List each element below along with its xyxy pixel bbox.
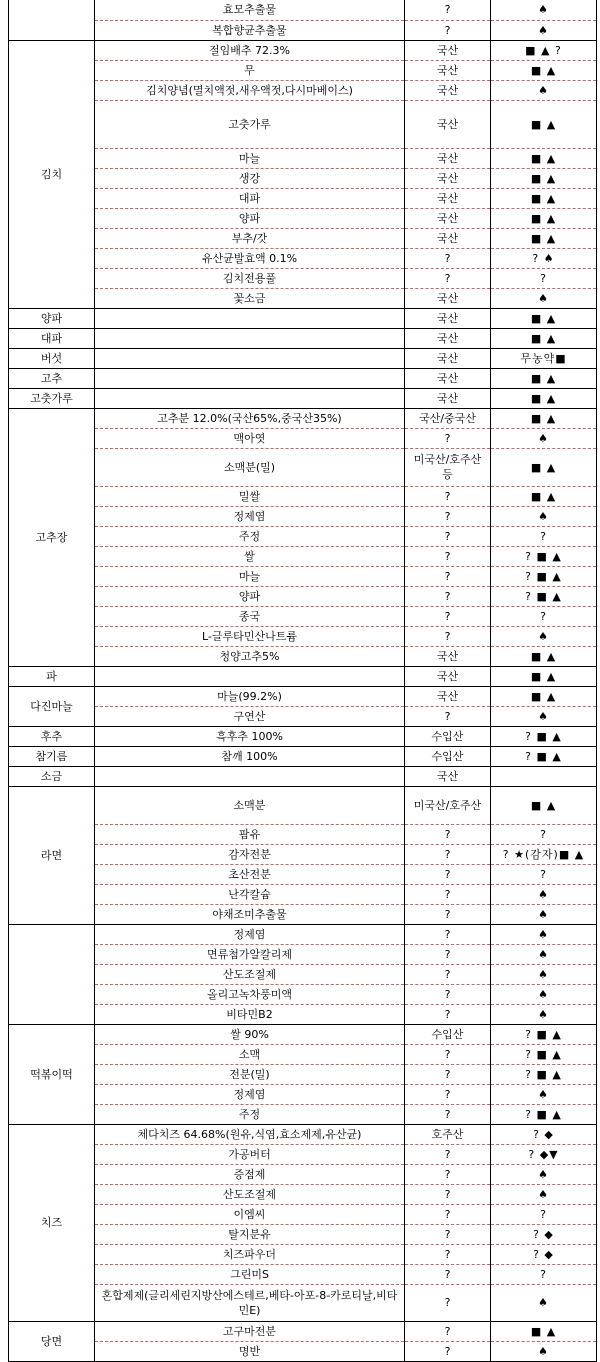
ingredient-cell: 종국 <box>95 606 405 626</box>
origin-cell: 수입산 <box>405 1024 491 1044</box>
table-row <box>9 268 597 288</box>
table-row <box>9 706 597 726</box>
origin-cell: 국산 <box>405 766 491 786</box>
ingredient-cell: 양파 <box>95 586 405 606</box>
table-row <box>9 448 597 486</box>
origin-cell: 수입산 <box>405 726 491 746</box>
ingredient-cell: 생강 <box>95 168 405 188</box>
table-row <box>9 1124 597 1144</box>
origin-cell: ? <box>405 1321 491 1341</box>
table-row <box>9 1244 597 1264</box>
table-row <box>9 80 597 100</box>
mark-cell: ? ■ ▲ <box>491 546 597 566</box>
mark-cell: ♠ <box>491 944 597 964</box>
origin-cell: ? <box>405 268 491 288</box>
ingredient-cell: 청양고추5% <box>95 646 405 666</box>
ingredient-cell: 가공버터 <box>95 1144 405 1164</box>
origin-cell: ? <box>405 1144 491 1164</box>
origin-cell: ? <box>405 1104 491 1124</box>
mark-cell: ? ■ ▲ <box>491 1024 597 1044</box>
table-row <box>9 686 597 706</box>
category-cell: 고추장 <box>9 408 95 666</box>
ingredient-cell: 고춧가루 <box>95 100 405 148</box>
table-body <box>9 0 597 1361</box>
origin-cell: 수입산 <box>405 746 491 766</box>
mark-cell: 무농약■ <box>491 348 597 368</box>
mark-cell: ♠ <box>491 1284 597 1321</box>
mark-cell: ? ■ ▲ <box>491 566 597 586</box>
table-row <box>9 1184 597 1204</box>
mark-cell: ■ ▲ <box>491 388 597 408</box>
origin-cell: ? <box>405 626 491 646</box>
table-row <box>9 368 597 388</box>
mark-cell: ? ♠ <box>491 248 597 268</box>
mark-cell: ♠ <box>491 1341 597 1361</box>
mark-cell <box>491 766 597 786</box>
mark-cell: ■ ▲ <box>491 148 597 168</box>
origin-cell: ? <box>405 428 491 448</box>
ingredient-cell: 대파 <box>95 188 405 208</box>
table-row <box>9 228 597 248</box>
category-cell: 후추 <box>9 726 95 746</box>
ingredient-cell: 산도조절제 <box>95 1184 405 1204</box>
ingredient-cell: 양파 <box>95 208 405 228</box>
ingredient-cell: 쌀 <box>95 546 405 566</box>
table-row <box>9 746 597 766</box>
mark-cell: ♠ <box>491 964 597 984</box>
mark-cell: ? ★(감자)■ ▲ <box>491 844 597 864</box>
category-cell: 치즈 <box>9 1124 95 1321</box>
mark-cell: ? ◆▼ <box>491 1144 597 1164</box>
table-row <box>9 626 597 646</box>
ingredient-cell: 혼합제제(글리세린지방산에스테르,베타-아포-8-카로티날,비타민E) <box>95 1284 405 1321</box>
mark-cell: ♠ <box>491 1004 597 1024</box>
mark-cell: ■ ▲ <box>491 308 597 328</box>
mark-cell: ? ◆ <box>491 1224 597 1244</box>
mark-cell: ■ ▲ <box>491 1321 597 1341</box>
table-row <box>9 1321 597 1341</box>
ingredient-cell: 주정 <box>95 1104 405 1124</box>
origin-cell: 국산 <box>405 188 491 208</box>
table-row <box>9 288 597 308</box>
table-row <box>9 148 597 168</box>
mark-cell: ♠ <box>491 80 597 100</box>
mark-cell: ♠ <box>491 884 597 904</box>
mark-cell: ♠ <box>491 288 597 308</box>
table-row <box>9 984 597 1004</box>
ingredient-cell: 맥아엿 <box>95 428 405 448</box>
mark-cell: ♠ <box>491 1184 597 1204</box>
mark-cell: ? ■ ▲ <box>491 1044 597 1064</box>
table-row <box>9 208 597 228</box>
mark-cell: ■ ▲ <box>491 686 597 706</box>
mark-cell: ? ■ ▲ <box>491 1064 597 1084</box>
ingredient-cell: 감자전분 <box>95 844 405 864</box>
origin-cell: 국산 <box>405 368 491 388</box>
ingredient-cell: 참깨 100% <box>95 746 405 766</box>
origin-cell: ? <box>405 1164 491 1184</box>
ingredient-cell: 산도조절제 <box>95 964 405 984</box>
origin-cell: ? <box>405 1044 491 1064</box>
origin-cell: 국산 <box>405 288 491 308</box>
table-row <box>9 1044 597 1064</box>
origin-cell: ? <box>405 884 491 904</box>
table-row <box>9 1284 597 1321</box>
origin-cell: ? <box>405 0 491 20</box>
table-row <box>9 1264 597 1284</box>
origin-cell: 국산 <box>405 228 491 248</box>
origin-cell: ? <box>405 506 491 526</box>
mark-cell: ? ■ ▲ <box>491 726 597 746</box>
mark-cell: ■ ▲ <box>491 666 597 686</box>
origin-cell: ? <box>405 706 491 726</box>
table-row <box>9 666 597 686</box>
ingredient-cell: 부추/갓 <box>95 228 405 248</box>
table-row <box>9 188 597 208</box>
mark-cell: ? <box>491 606 597 626</box>
table-row <box>9 964 597 984</box>
origin-cell: ? <box>405 1244 491 1264</box>
table-row <box>9 1084 597 1104</box>
ingredient-cell: 비타민B2 <box>95 1004 405 1024</box>
table-row <box>9 20 597 40</box>
origin-cell: ? <box>405 944 491 964</box>
table-row <box>9 646 597 666</box>
table-row <box>9 1341 597 1361</box>
table-row <box>9 1204 597 1224</box>
origin-cell: 국산 <box>405 328 491 348</box>
table-row <box>9 864 597 884</box>
table-row <box>9 1104 597 1124</box>
table-row <box>9 348 597 368</box>
origin-cell: ? <box>405 1004 491 1024</box>
origin-cell: ? <box>405 566 491 586</box>
ingredient-cell: 김치양념(멸치액젓,새우액젓,다시마베이스) <box>95 80 405 100</box>
category-cell: 당면 <box>9 1321 95 1361</box>
ingredient-cell: 마늘(99.2%) <box>95 686 405 706</box>
origin-cell: 국산 <box>405 168 491 188</box>
mark-cell: ■ ▲ <box>491 328 597 348</box>
ingredient-cell: 체다치즈 64.68%(원유,식염,효소제제,유산균) <box>95 1124 405 1144</box>
origin-cell: ? <box>405 1204 491 1224</box>
origin-cell: 미국산/호주산 <box>405 786 491 824</box>
origin-cell: ? <box>405 964 491 984</box>
ingredient-cell: 탈지분유 <box>95 1224 405 1244</box>
ingredient-cell: 정제염 <box>95 1084 405 1104</box>
origin-cell: ? <box>405 844 491 864</box>
category-cell <box>9 0 95 40</box>
category-cell: 대파 <box>9 328 95 348</box>
mark-cell: ■ ▲ <box>491 228 597 248</box>
table-row <box>9 844 597 864</box>
origin-cell: ? <box>405 1284 491 1321</box>
mark-cell: ■ ▲ <box>491 786 597 824</box>
origin-cell: 국산 <box>405 646 491 666</box>
ingredient-cell: 쌀 90% <box>95 1024 405 1044</box>
origin-cell: ? <box>405 1341 491 1361</box>
table-row <box>9 1064 597 1084</box>
table-row <box>9 1224 597 1244</box>
mark-cell: ? <box>491 824 597 844</box>
ingredient-cell <box>95 388 405 408</box>
table-row <box>9 904 597 924</box>
table-row <box>9 586 597 606</box>
mark-cell: ■ ▲ <box>491 208 597 228</box>
table-row <box>9 506 597 526</box>
mark-cell: ■ ▲ <box>491 188 597 208</box>
ingredient-cell: 효모추출물 <box>95 0 405 20</box>
table-row <box>9 1024 597 1044</box>
table-row <box>9 248 597 268</box>
table-row <box>9 546 597 566</box>
mark-cell: ♠ <box>491 20 597 40</box>
ingredient-cell: 김치전용풀 <box>95 268 405 288</box>
origin-cell: ? <box>405 864 491 884</box>
table-row <box>9 1144 597 1164</box>
ingredient-cell: 면류첨가알칼리제 <box>95 944 405 964</box>
ingredient-cell: 소맥분(밀) <box>95 448 405 486</box>
mark-cell: ? ◆ <box>491 1244 597 1264</box>
table-row <box>9 606 597 626</box>
category-cell: 파 <box>9 666 95 686</box>
mark-cell: ? <box>491 268 597 288</box>
table-row <box>9 0 597 20</box>
ingredient-cell: 정제염 <box>95 924 405 944</box>
table-row <box>9 786 597 824</box>
ingredient-cell: 고구마전분 <box>95 1321 405 1341</box>
ingredient-cell: L-글루타민산나트륨 <box>95 626 405 646</box>
ingredient-cell: 올리고녹차풍미액 <box>95 984 405 1004</box>
table-row <box>9 884 597 904</box>
mark-cell: ♠ <box>491 1164 597 1184</box>
mark-cell: ? ■ ▲ <box>491 1104 597 1124</box>
category-cell: 소금 <box>9 766 95 786</box>
origin-cell: 국산 <box>405 148 491 168</box>
ingredient-cell: 이엠씨 <box>95 1204 405 1224</box>
mark-cell: ■ ▲ <box>491 368 597 388</box>
origin-cell: ? <box>405 1184 491 1204</box>
mark-cell: ■ ▲ <box>491 408 597 428</box>
table-row <box>9 824 597 844</box>
table-row <box>9 100 597 148</box>
table-row <box>9 428 597 448</box>
ingredient-cell: 마늘 <box>95 566 405 586</box>
ingredient-cell: 구연산 <box>95 706 405 726</box>
origin-cell: ? <box>405 1264 491 1284</box>
ingredient-cell: 야채조미추출물 <box>95 904 405 924</box>
origin-cell: 국산 <box>405 80 491 100</box>
table-row <box>9 408 597 428</box>
table-row <box>9 328 597 348</box>
table-row <box>9 40 597 60</box>
mark-cell: ♠ <box>491 1084 597 1104</box>
ingredient-cell <box>95 348 405 368</box>
ingredient-cell: 복합향균추출물 <box>95 20 405 40</box>
origin-cell: ? <box>405 546 491 566</box>
table-row <box>9 1004 597 1024</box>
table-row <box>9 944 597 964</box>
mark-cell: ? <box>491 864 597 884</box>
origin-cell: ? <box>405 606 491 626</box>
origin-cell: 국산 <box>405 388 491 408</box>
category-cell <box>9 924 95 1024</box>
mark-cell: ♠ <box>491 984 597 1004</box>
ingredient-cell: 꽃소금 <box>95 288 405 308</box>
origin-cell: ? <box>405 586 491 606</box>
origin-cell: ? <box>405 526 491 546</box>
ingredient-cell: 치즈파우더 <box>95 1244 405 1264</box>
mark-cell: ■ ▲ <box>491 448 597 486</box>
category-cell: 양파 <box>9 308 95 328</box>
ingredient-cell <box>95 308 405 328</box>
mark-cell: ? ◆ <box>491 1124 597 1144</box>
origin-cell: ? <box>405 904 491 924</box>
ingredient-cell: 주정 <box>95 526 405 546</box>
origin-cell: ? <box>405 248 491 268</box>
category-cell: 떡볶이떡 <box>9 1024 95 1124</box>
mark-cell: ♠ <box>491 626 597 646</box>
ingredient-origin-table <box>8 0 597 1362</box>
mark-cell: ■ ▲ <box>491 486 597 506</box>
category-cell: 버섯 <box>9 348 95 368</box>
origin-cell: ? <box>405 1084 491 1104</box>
mark-cell: ■ ▲ <box>491 100 597 148</box>
origin-cell: ? <box>405 1064 491 1084</box>
origin-cell: 호주산 <box>405 1124 491 1144</box>
ingredient-cell: 절임배추 72.3% <box>95 40 405 60</box>
mark-cell: ♠ <box>491 924 597 944</box>
mark-cell: ? ■ ▲ <box>491 586 597 606</box>
origin-cell: ? <box>405 984 491 1004</box>
origin-cell: ? <box>405 486 491 506</box>
origin-cell: 국산 <box>405 60 491 80</box>
origin-cell: ? <box>405 20 491 40</box>
ingredient-cell: 소맥 <box>95 1044 405 1064</box>
ingredient-cell: 증점제 <box>95 1164 405 1184</box>
mark-cell: ■ ▲ ? <box>491 40 597 60</box>
table-row <box>9 168 597 188</box>
ingredient-cell <box>95 666 405 686</box>
ingredient-cell: 정제염 <box>95 506 405 526</box>
table-row <box>9 60 597 80</box>
mark-cell: ♠ <box>491 428 597 448</box>
origin-cell: ? <box>405 924 491 944</box>
category-cell: 라면 <box>9 786 95 924</box>
ingredient-cell: 밀쌀 <box>95 486 405 506</box>
ingredient-cell <box>95 368 405 388</box>
origin-cell: 국산 <box>405 348 491 368</box>
mark-cell: ■ ▲ <box>491 168 597 188</box>
table-row <box>9 388 597 408</box>
origin-cell: 국산 <box>405 666 491 686</box>
mark-cell: ♠ <box>491 706 597 726</box>
mark-cell: ♠ <box>491 506 597 526</box>
origin-cell: 미국산/호주산 등 <box>405 448 491 486</box>
category-cell: 김치 <box>9 40 95 308</box>
table-row <box>9 526 597 546</box>
ingredient-cell: 마늘 <box>95 148 405 168</box>
ingredient-cell: 전분(밀) <box>95 1064 405 1084</box>
ingredient-cell <box>95 328 405 348</box>
mark-cell: ♠ <box>491 904 597 924</box>
category-cell: 고춧가루 <box>9 388 95 408</box>
origin-cell: 국산 <box>405 208 491 228</box>
category-cell: 고추 <box>9 368 95 388</box>
ingredient-cell: 흑후추 100% <box>95 726 405 746</box>
ingredient-cell: 소맥분 <box>95 786 405 824</box>
mark-cell: ? ■ ▲ <box>491 746 597 766</box>
category-cell: 참기름 <box>9 746 95 766</box>
ingredient-cell <box>95 766 405 786</box>
table-row <box>9 308 597 328</box>
origin-cell: 국산/중국산 <box>405 408 491 428</box>
origin-cell: 국산 <box>405 686 491 706</box>
ingredient-cell: 유산균발효액 0.1% <box>95 248 405 268</box>
table-row <box>9 486 597 506</box>
ingredient-cell: 무 <box>95 60 405 80</box>
mark-cell: ? <box>491 1264 597 1284</box>
mark-cell: ■ ▲ <box>491 60 597 80</box>
ingredient-cell: 명반 <box>95 1341 405 1361</box>
table-row <box>9 924 597 944</box>
mark-cell: ? <box>491 1204 597 1224</box>
table-row <box>9 726 597 746</box>
ingredient-cell: 고추분 12.0%(국산65%,중국산35%) <box>95 408 405 428</box>
mark-cell: ■ ▲ <box>491 646 597 666</box>
origin-cell: ? <box>405 1224 491 1244</box>
category-cell: 다진마늘 <box>9 686 95 726</box>
origin-cell: 국산 <box>405 100 491 148</box>
ingredient-cell: 초산전분 <box>95 864 405 884</box>
mark-cell: ? <box>491 526 597 546</box>
table-row <box>9 566 597 586</box>
ingredient-cell: 난각칼슘 <box>95 884 405 904</box>
table-row <box>9 766 597 786</box>
table-row <box>9 1164 597 1184</box>
ingredient-cell: 팜유 <box>95 824 405 844</box>
origin-cell: ? <box>405 824 491 844</box>
ingredient-cell: 그린미S <box>95 1264 405 1284</box>
origin-cell: 국산 <box>405 308 491 328</box>
origin-cell: 국산 <box>405 40 491 60</box>
mark-cell: ♠ <box>491 0 597 20</box>
